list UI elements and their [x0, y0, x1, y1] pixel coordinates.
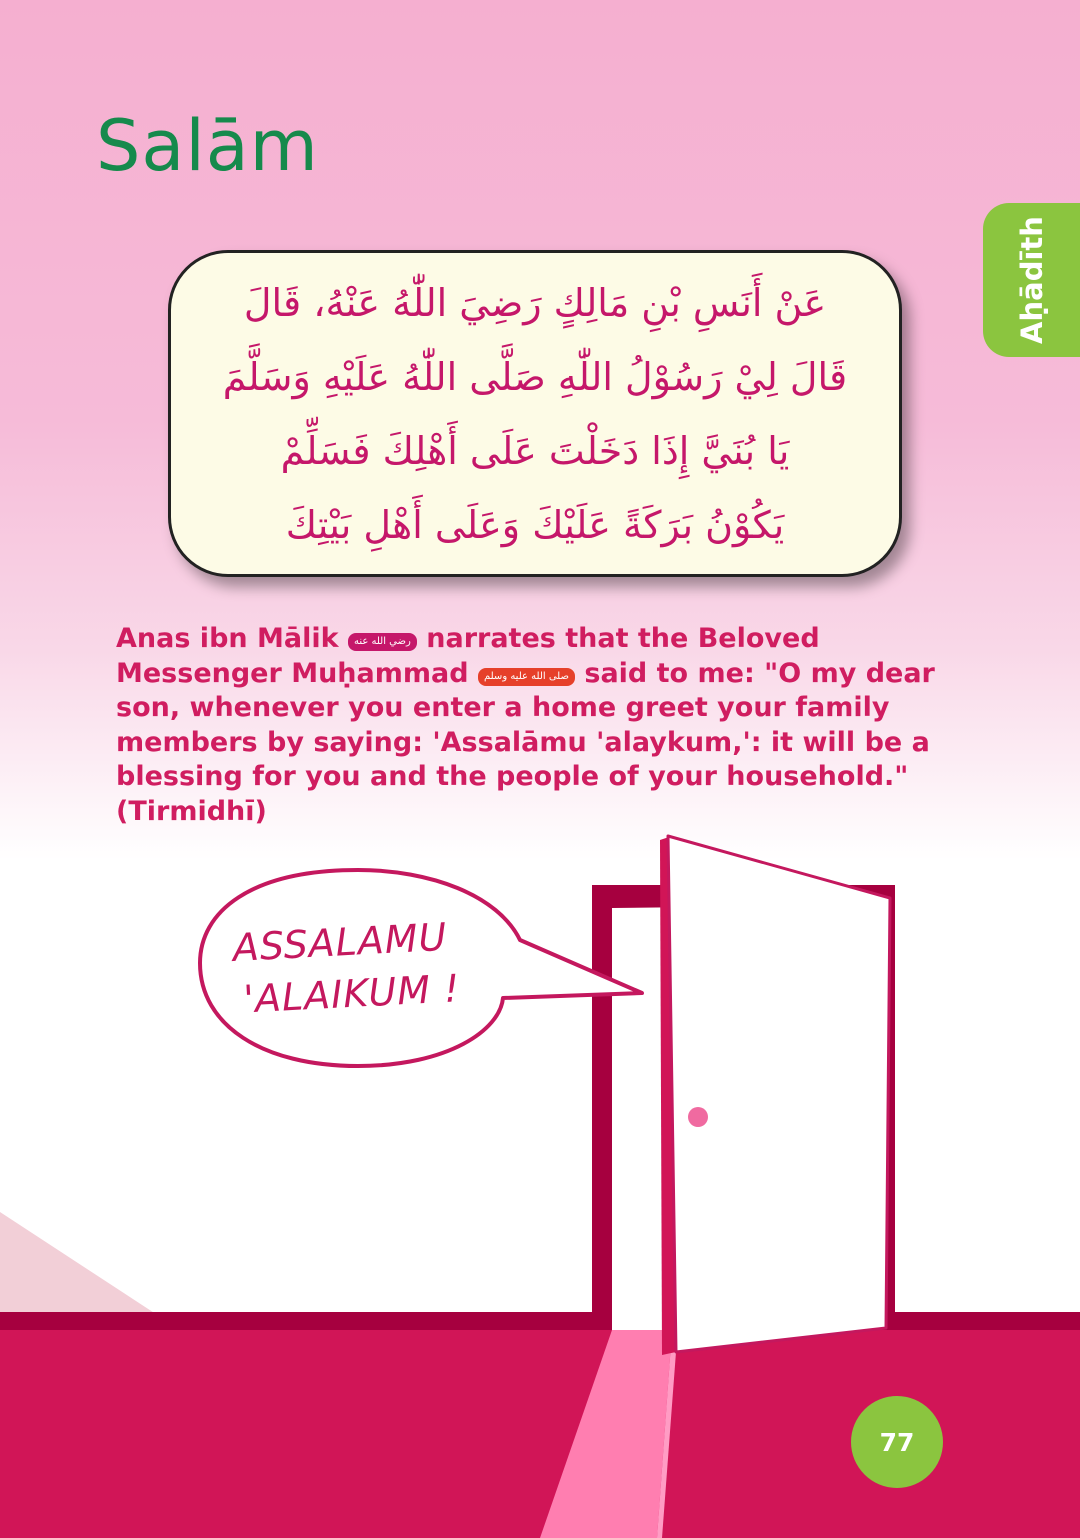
arabic-line-2: قَالَ لِيْ رَسُوْلُ اللّٰهِ صَلَّى اللّٰهُ عَلَيْهِ وَسَلَّمَ — [222, 354, 848, 399]
arabic-hadith-box — [168, 250, 902, 577]
narration-part-1: Anas ibn Mālik — [116, 623, 339, 654]
page-title: Salām — [96, 105, 319, 187]
narration-part-2: narrates that the Beloved Messenger Muḥammad — [116, 623, 820, 689]
narration-part-3: said to me: "O my dear son, whenever you enter a home greet your family members by saying: 'Assalāmu 'alaykum,': it will be a blessing for you and the people of your household." (Tirmidhī) — [116, 657, 935, 827]
door-knob — [688, 1107, 708, 1127]
arabic-line-4: يَكُوْنُ بَرَكَةً عَلَيْكَ وَعَلَى أَهْلِ بَيْتِكَ — [285, 502, 785, 547]
baseboard — [0, 1312, 1080, 1332]
section-tab-label: Aḥādīth — [1014, 216, 1049, 344]
honorific-badge-radiallahu: رضي الله عنه — [348, 633, 417, 651]
honorific-badge-salallahu: صلى الله عليه وسلم — [478, 668, 575, 686]
page-number: 77 — [879, 1427, 915, 1457]
narration-text — [116, 622, 956, 829]
arabic-line-1: عَنْ أَنَسِ بْنِ مَالِكٍ رَضِيَ اللّٰهُ عَنْهُ، قَالَ — [243, 280, 827, 325]
door-leaf — [668, 836, 890, 1352]
speech-line-1: ASSALAMU — [231, 914, 449, 970]
speech-line-2: 'ALAIKUM ! — [242, 966, 462, 1022]
wall-shadow-shape — [0, 1212, 165, 1320]
page-number-badge — [851, 1396, 943, 1488]
arabic-line-3: يَا بُنَيَّ إِذَا دَخَلْتَ عَلَى أَهْلِكَ فَسَلِّمْ — [280, 428, 790, 473]
speech-bubble-text — [229, 908, 504, 1026]
section-tab — [983, 203, 1080, 357]
